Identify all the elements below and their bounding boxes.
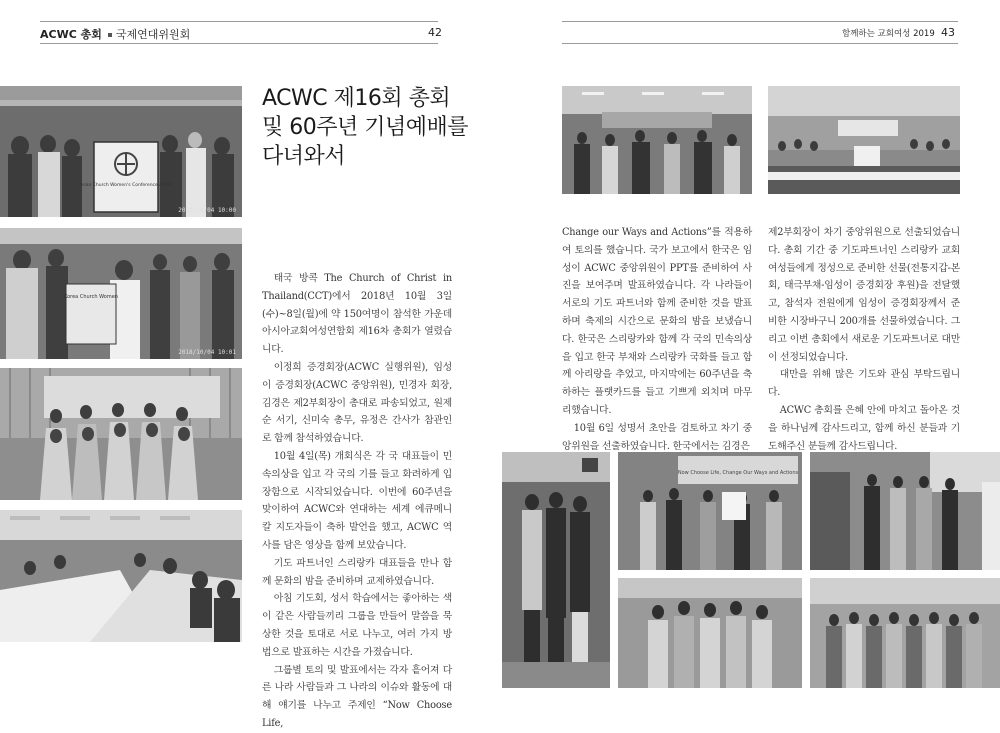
paragraph: 그룹별 토의 및 발표에서는 각자 흩어져 다른 나라 사람들과 그 나라의 이슈와 활동에 대해 얘기를 나누고 주제인 “Now Choose Life,: [262, 664, 452, 729]
photo-timestamp: 2018/10/04 10:00: [178, 207, 236, 214]
photo-assembly-stage: [768, 86, 960, 194]
photo-timestamp: 2018/10/04 10:01: [178, 349, 236, 356]
title-line-3: 다녀와서: [262, 144, 346, 169]
photo-bible-study-hall: [0, 510, 242, 642]
title-line-2: 및 60주년 기념예배를: [262, 115, 468, 140]
photo-korea-srilanka-stage: [618, 452, 802, 570]
paragraph: ACWC 총회를 은혜 안에 마치고 돌아온 것을 하나님께 감사드리고, 함께 하신 분들과 기도해주신 분들께 감사드립니다.: [768, 404, 960, 452]
banner-acwc-text: Asian Church Women's Conference ACWC: [79, 183, 173, 188]
paragraph: 대만을 위해 많은 기도와 관심 부탁드립니다.: [768, 369, 960, 399]
photo-hanbok-group: [0, 368, 242, 500]
photo-korea-delegation: [0, 228, 242, 359]
photo-large-group: [810, 578, 1000, 688]
magazine-name: 함께하는 교회여성: [842, 29, 911, 39]
paragraph: 태국 방콕 The Church of Christ in Thailand(CCT)에서 2018년 10월 3일(수)~8일(월)에 약 150여명이 참석한 가운데 아시아교회여성연합회 제16차 총회가 열렸습니다.: [262, 273, 452, 356]
photo-opening-ceremony: [562, 86, 752, 194]
photo-opening-banner: [0, 86, 242, 217]
right-header-bottom-rule: [562, 43, 958, 44]
photo-women-hanbok: [618, 578, 802, 688]
brand-label: ACWC 총회: [40, 28, 102, 41]
bullet-icon: [108, 33, 112, 37]
title-line-1: ACWC 제16회 총회: [262, 86, 451, 111]
paragraph: 아침 기도회, 성서 학습에서는 좋아하는 색이 같은 사람들끼리 그룹을 만들어 말씀을 묵상한 것을 토대로 서로 나누고, 여러 가지 방법으로 발표하는 시간을 가졌습니다.: [262, 593, 452, 658]
left-header-rule: [40, 21, 438, 22]
section-label: 국제연대위원회: [115, 28, 191, 41]
photo-group-corner: [810, 452, 1000, 570]
article-title: [262, 84, 502, 171]
paragraph: 10월 6일 성명서 초안을 검토하고 차기 중앙위원을 선출하였습니다. 한국에서는 김경은: [562, 422, 752, 452]
left-page-number: 42: [428, 26, 442, 39]
right-header: [842, 27, 935, 39]
article-column-2: [562, 224, 752, 455]
paragraph: 10월 4일(목) 개회식은 각 국 대표들이 민속의상을 입고 각 국의 기를 들고 화려하게 입장함으로 시작되었습니다. 이번에 60주년을 맞이하여 ACWC와 연대하는 세계 에큐메니칼 지도자들이 축하 발언을 했고, ACWC 역사를 담은 영상을 함께 보았습니다.: [262, 450, 452, 551]
paragraph: Change our Ways and Actions”를 적용하여 토의를 했습니다. 국가 보고에서 한국은 임성이 ACWC 중앙위원이 PPT를 준비하여 사진을 보여주며 발표하였습니다. 각 나라들이 서로의 기도 파트너와 함께 준비한 것을 발표하며 축제의 시간으로 문화의 밤을 보냈습니다. 한국은 스리랑카와 함께 각 국의 민속의상을 입고 한국 부채와 스리랑카 국화를 들고 함께 아리랑을 추었고, 마지막에는 60주년을 축하하는 플랫카드를 들고 기쁘게 외치며 마무리했습니다.: [562, 227, 752, 416]
article-column-3: [768, 224, 960, 455]
article-column-1: [262, 270, 452, 733]
right-page-number: 43: [941, 26, 955, 39]
paragraph: 이정희 증경회장(ACWC 실행위원), 임성이 증경회장(ACWC 중앙위원), 민경자 회장, 김경은 제2부회장이 총대로 파송되었고, 원제순 서기, 신미숙 총무, 유정은 간사가 참관인로 함께 참석하였습니다.: [262, 361, 452, 445]
theme-banner-text: Now Choose Life, Change Our Ways and Actions: [677, 470, 799, 476]
left-header-bottom-rule: [40, 43, 438, 44]
photo-four-delegates: [502, 452, 610, 688]
magazine-year: 2019: [913, 29, 935, 39]
paragraph: 기도 파트너인 스리랑카 대표들을 만나 함께 문화의 밤을 준비하며 교제하였습니다.: [262, 557, 452, 587]
left-header: [40, 26, 190, 42]
paragraph: 제2부회장이 차기 중앙위원으로 선출되었습니다. 총회 기간 중 기도파트너인 스리랑카 교회여성들에게 정성으로 준비한 선물(전통지갑-본회, 태극부채-임성이 증경회장 후원)을 전달했고, 참석자 전원에게 임성이 증경회장께서 준비한 시장바구니 200개를 선물하였습니다. 그리고 이번 총회에서 새로운 기도파트너로 대만이 선정되었습니다.: [768, 227, 960, 363]
right-header-rule: [562, 21, 958, 22]
banner-korea-text: Korea Church Women: [64, 294, 118, 300]
